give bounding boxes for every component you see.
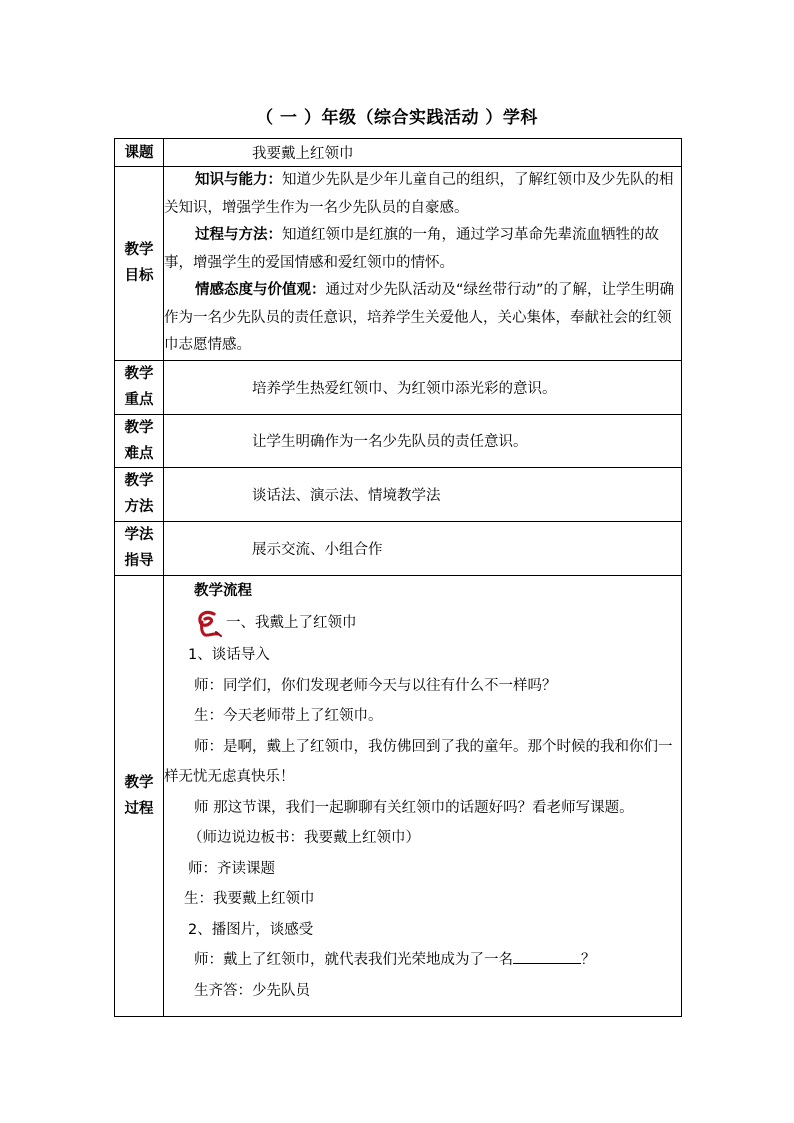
methods-label	[115, 467, 164, 521]
objective-knowledge-text: 知道少先队是少年儿童自己的组织，了解红领巾及少先队的相关知识，增强学生作为一名少先队员的自豪感。	[164, 172, 674, 216]
study-guide-label-line2: 指导	[124, 553, 154, 569]
section-one-heading	[164, 606, 681, 640]
answer-blank	[513, 949, 581, 964]
dialogue-line-4: 师 那这节课，我们一起聊聊有关红领巾的话题好吗？看老师写课题。	[194, 799, 634, 816]
methods-row	[115, 467, 682, 521]
objective-process-head: 过程与方法：	[195, 227, 282, 243]
objective-process-text: 知道红领巾是红旗的一角，通过学习革命先辈流血牺牲的故事，增强学生的爱国情感和爱红领巾的情怀。	[164, 227, 659, 271]
objectives-row	[115, 167, 682, 361]
key-points-row	[115, 360, 682, 414]
difficulties-label-line2: 难点	[124, 445, 154, 462]
section-one-label: 一、我戴上了红领巾	[226, 614, 357, 631]
topic-value: 我要戴上红领巾	[164, 139, 682, 167]
difficulties-value: 让学生明确作为一名少先队员的责任意识。	[164, 414, 682, 467]
study-guide-label	[115, 521, 164, 575]
study-guide-row	[115, 521, 682, 575]
difficulties-label-line1: 教学	[124, 419, 154, 436]
difficulties-row	[115, 414, 682, 467]
methods-label-line2: 方法	[124, 499, 154, 515]
difficulties-label	[115, 414, 164, 467]
process-label-line2: 过程	[124, 800, 154, 817]
objectives-label-line1: 教学	[124, 242, 154, 259]
key-points-label-line1: 教学	[124, 366, 154, 382]
study-guide-value: 展示交流、小组合作	[164, 521, 682, 575]
objectives-label	[115, 167, 164, 361]
key-points-label	[115, 360, 164, 414]
dialogue-line-6: 师：齐读课题	[188, 860, 275, 877]
methods-value: 谈话法、演示法、情境教学法	[164, 467, 682, 521]
objective-values	[164, 277, 681, 360]
topic-row	[115, 139, 682, 167]
process-row	[115, 575, 682, 1016]
objectives-content	[164, 167, 682, 361]
objective-values-text: 通过对少先队活动及“绿丝带行动”的了解，让学生明确作为一名少先队员的责任意识，培养学生关爱他人，关心集体，奉献社会的红领巾志愿情感。	[164, 282, 675, 353]
red-scarf-icon	[194, 608, 224, 638]
methods-label-line1: 教学	[124, 473, 154, 489]
step-two: 2、播图片，谈感受	[188, 921, 314, 938]
key-points-label-line2: 重点	[124, 392, 154, 408]
step-one: 1、谈话导入	[188, 647, 270, 663]
dialogue-line-8	[164, 945, 681, 976]
key-points-value: 培养学生热爱红领巾、为红领巾添光彩的意识。	[164, 360, 682, 414]
dialogue-line-7: 生：我要戴上红领巾	[184, 891, 315, 907]
dialogue-line-3: 师：是啊，戴上了红领巾，我仿佛回到了我的童年。那个时候的我和你们一样无忧无虑真快乐！	[164, 738, 673, 785]
objective-process	[164, 222, 681, 277]
dialogue-line-9: 生齐答：少先队员	[194, 982, 310, 999]
dialogue-line-8-end: ？	[581, 952, 596, 968]
objective-values-head: 情感态度与价值观：	[195, 282, 326, 298]
dialogue-line-5: （师边说边板书：我要戴上红领巾）	[188, 830, 420, 846]
objective-knowledge	[164, 167, 681, 222]
dialogue-line-8-text: 师：戴上了红领巾，就代表我们光荣地成为了一名	[194, 952, 513, 968]
study-guide-label-line1: 学法	[124, 527, 154, 543]
process-content	[164, 575, 682, 1016]
process-label	[115, 575, 164, 1016]
process-label-line1: 教学	[124, 774, 154, 791]
objectives-label-line2: 目标	[124, 268, 154, 285]
flow-title: 教学流程	[194, 582, 252, 599]
objective-knowledge-head: 知识与能力：	[195, 172, 282, 188]
dialogue-line-1: 师：同学们，你们发现老师今天与以往有什么不一样吗？	[194, 677, 557, 694]
dialogue-line-2: 生：今天老师带上了红领巾。	[194, 708, 383, 724]
page-title: （ 一 ）年级（综合实践活动 ）学科	[256, 108, 538, 128]
lesson-plan-table	[114, 138, 682, 1017]
topic-label: 课题	[115, 139, 164, 167]
